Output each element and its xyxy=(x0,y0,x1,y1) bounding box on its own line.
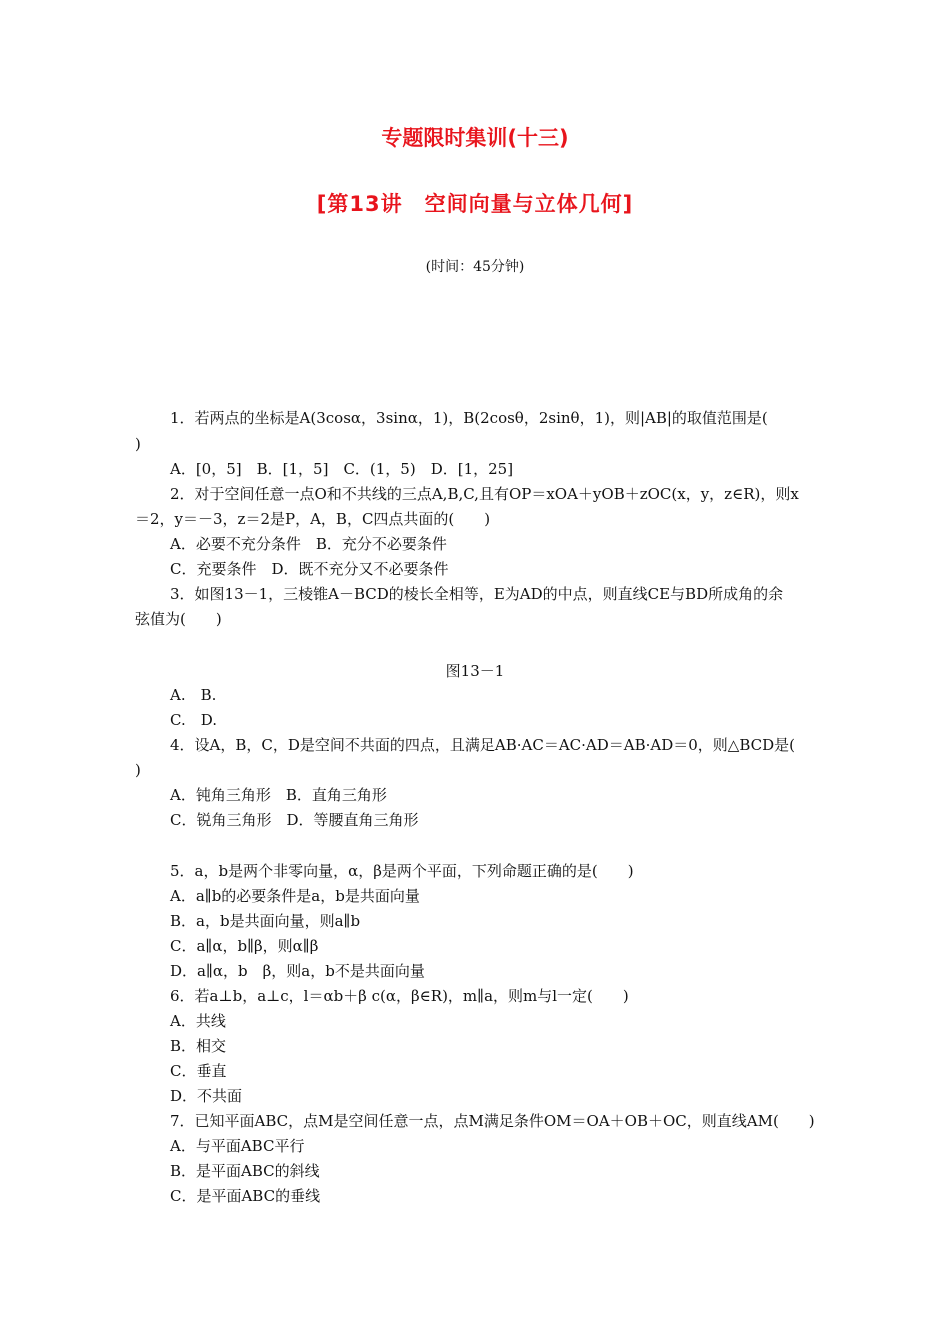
q4-stem-cont: ) xyxy=(135,761,141,779)
figure-caption: 图13－1 xyxy=(445,662,505,680)
q4-options-ab: A．钝角三角形 B．直角三角形 xyxy=(170,786,387,804)
q5-stem: 5．a，b是两个非零向量，α，β是两个平面，下列命题正确的是( ) xyxy=(170,862,634,880)
q5-option-c: C．a∥α，b∥β，则α∥β xyxy=(170,937,319,955)
q6-stem: 6．若a⊥b，a⊥c，l＝αb＋β c(α，β∈R)，m∥a，则m与l一定( ) xyxy=(170,987,629,1005)
q7-option-a: A．与平面ABC平行 xyxy=(170,1137,305,1155)
q6-option-b: B．相交 xyxy=(170,1037,227,1055)
q6-option-d: D．不共面 xyxy=(170,1087,243,1105)
q3-stem-cont: 弦值为( ) xyxy=(135,610,222,628)
q1-stem-cont: ) xyxy=(135,435,141,453)
q1-stem: 1．若两点的坐标是A(3cosα，3sinα，1)，B(2cosθ，2sinθ，1)，则|AB|的取值范围是( xyxy=(170,409,768,427)
page-title: 专题限时集训(十三) xyxy=(381,126,569,150)
q3-options-ab: A. B. xyxy=(170,686,217,704)
q5-option-a: A．a∥b的必要条件是a，b是共面向量 xyxy=(170,887,420,905)
q1-options: A．[0，5] B．[1，5] C．(1，5) D．[1，25] xyxy=(170,460,514,478)
q2-stem-cont: ＝2，y＝－3，z＝2是P，A，B，C四点共面的( ) xyxy=(135,510,491,528)
q5-option-b: B．a，b是共面向量，则a∥b xyxy=(170,912,361,930)
q2-options-ab: A．必要不充分条件 B．充分不必要条件 xyxy=(170,535,447,553)
lecture-subtitle: [第13讲 空间向量与立体几何] xyxy=(316,192,634,216)
q7-stem: 7．已知平面ABC，点M是空间任意一点，点M满足条件OM＝OA＋OB＋OC，则直线AM( ) xyxy=(170,1112,815,1130)
q4-options-cd: C．锐角三角形 D．等腰直角三角形 xyxy=(170,811,419,829)
q3-options-cd: C. D. xyxy=(170,711,217,729)
q5-option-d: D．a∥α，b β，则a，b不是共面向量 xyxy=(170,962,425,980)
q6-option-a: A．共线 xyxy=(170,1012,226,1030)
time-note: (时间：45分钟) xyxy=(425,259,525,275)
q2-stem: 2．对于空间任意一点O和不共线的三点A,B,C,且有OP＝xOA＋yOB＋zOC(x，y，z∈R)，则x xyxy=(170,485,799,503)
q4-stem: 4．设A，B，C，D是空间不共面的四点，且满足AB·AC＝AC·AD＝AB·AD＝0，则△BCD是( xyxy=(170,736,795,754)
q7-option-b: B．是平面ABC的斜线 xyxy=(170,1162,320,1180)
q3-stem: 3．如图13－1，三棱锥A－BCD的棱长全相等，E为AD的中点，则直线CE与BD所成角的余 xyxy=(170,585,784,603)
q6-option-c: C．垂直 xyxy=(170,1062,227,1080)
q2-options-cd: C．充要条件 D．既不充分又不必要条件 xyxy=(170,560,449,578)
q7-option-c: C．是平面ABC的垂线 xyxy=(170,1187,321,1205)
